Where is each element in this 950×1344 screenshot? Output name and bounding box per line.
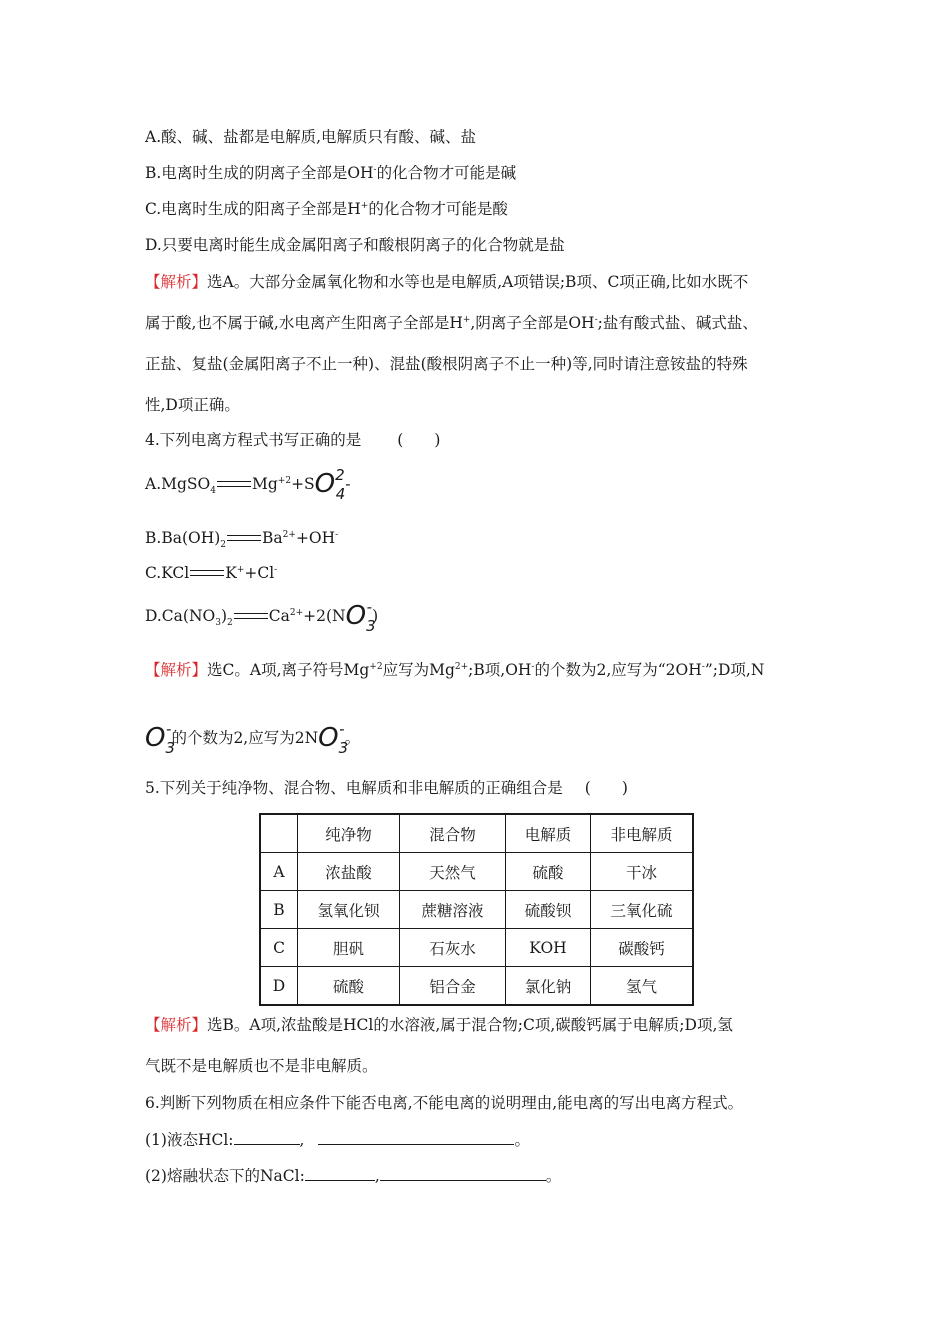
q6-stem: 6.判断下列物质在相应条件下能否电离,不能电离的说明理由,能电离的写出电离方程式。 bbox=[145, 1094, 744, 1112]
table-cell: B bbox=[260, 891, 298, 929]
table-cell: 浓盐酸 bbox=[298, 853, 400, 891]
table-cell: 硫酸 bbox=[298, 967, 400, 1006]
q3-option-a: A.酸、碱、盐都是电解质,电解质只有酸、碱、盐 bbox=[145, 128, 477, 146]
table-cell: 胆矾 bbox=[298, 929, 400, 967]
analysis-tag: 【解析】 bbox=[145, 273, 208, 291]
q4-option-d: $D.Ca(NO_3)_2$ $Ca^{2+}+2(NO3-)$ bbox=[145, 598, 379, 635]
q3-option-d: D.只要电离时能生成金属阳离子和酸根阴离子的化合物就是盐 bbox=[145, 236, 565, 254]
table-cell: 蔗糖溶液 bbox=[400, 891, 506, 929]
analysis-tag: 【解析】 bbox=[145, 1016, 208, 1034]
q6-item-2: (2)熔融状态下的NaCl: , 。 bbox=[145, 1167, 562, 1185]
table-header: 混合物 bbox=[400, 814, 506, 853]
table-cell bbox=[260, 814, 298, 853]
table-cell: 氯化钠 bbox=[506, 967, 591, 1006]
table-cell: 氢氧化钡 bbox=[298, 891, 400, 929]
q4-option-b: $B.Ba(OH)_2$ $Ba^{2+}+OH^-$ bbox=[145, 529, 339, 551]
table-cell: C bbox=[260, 929, 298, 967]
q3-analysis-line-3: 正盐、复盐(金属阳离子不止一种)、混盐(酸根阴离子不止一种)等,同时请注意铵盐的特殊 bbox=[145, 355, 748, 373]
table-cell: 干冰 bbox=[591, 853, 694, 891]
table-cell: 三氧化硫 bbox=[591, 891, 694, 929]
answer-paren: ( ) bbox=[397, 431, 441, 449]
table-cell: A bbox=[260, 853, 298, 891]
table-cell: D bbox=[260, 967, 298, 1006]
q4-option-a: A.MgSO$_4$ $Mg^{+2}+SO24-$ bbox=[145, 466, 351, 503]
q4-option-c: C.KCl K++Cl- bbox=[145, 564, 278, 582]
table-cell: 石灰水 bbox=[400, 929, 506, 967]
q3-option-b: B.电离时生成的阴离子全部是OH-的化合物才可能是碱 bbox=[145, 164, 517, 182]
q3-analysis-line-2: 属于酸,也不属于碱,水电离产生阳离子全部是H+,阴离子全部是OH-;盐有酸式盐、碱式盐、 bbox=[145, 314, 758, 332]
equals-sign bbox=[227, 535, 261, 541]
table-row bbox=[260, 853, 693, 891]
equals-sign bbox=[217, 481, 251, 487]
equals-sign bbox=[190, 570, 224, 576]
q6-item-1: (1)液态HCl: , 。 bbox=[145, 1131, 530, 1149]
q5-analysis-line-1: 【解析】选B。A项,浓盐酸是HCl的水溶液,属于混合物;C项,碳酸钙属于电解质;D项,氢 bbox=[145, 1016, 733, 1034]
answer-paren: ( ) bbox=[584, 779, 628, 797]
q4-stem: 4.下列电离方程式书写正确的是 ( ) bbox=[145, 431, 441, 449]
q5-stem: 5.下列关于纯净物、混合物、电解质和非电解质的正确组合是 ( ) bbox=[145, 779, 628, 797]
answer-blank[interactable] bbox=[380, 1166, 546, 1181]
table-row bbox=[260, 929, 693, 967]
table-cell: KOH bbox=[506, 929, 591, 967]
table-cell: 天然气 bbox=[400, 853, 506, 891]
answer-blank[interactable] bbox=[234, 1130, 300, 1145]
table-cell: 碳酸钙 bbox=[591, 929, 694, 967]
answer-blank[interactable] bbox=[305, 1166, 375, 1181]
answer-blank[interactable] bbox=[318, 1130, 514, 1145]
q4-analysis-line-1: 【解析】选C。A项,离子符号$Mg^{+2}$应写为$Mg^{2+};B$项,OH-的个数为2,应写为“2OH-”;D项,N bbox=[145, 661, 765, 679]
table-header: 非电解质 bbox=[591, 814, 694, 853]
q5-analysis-line-2: 气既不是电解质也不是非电解质。 bbox=[145, 1057, 378, 1075]
analysis-tag: 【解析】 bbox=[145, 661, 208, 679]
q3-option-c: C.电离时生成的阳离子全部是H+的化合物才可能是酸 bbox=[145, 200, 508, 218]
table-row bbox=[260, 967, 693, 1006]
table-cell: 氢气 bbox=[591, 967, 694, 1006]
table-cell: 铝合金 bbox=[400, 967, 506, 1006]
table-cell: 硫酸 bbox=[506, 853, 591, 891]
table-header: 纯净物 bbox=[298, 814, 400, 853]
table-header: 电解质 bbox=[506, 814, 591, 853]
table-row bbox=[260, 891, 693, 929]
q3-analysis-line-4: 性,D项正确。 bbox=[145, 396, 240, 414]
equals-sign bbox=[234, 613, 268, 619]
table-header-row bbox=[260, 814, 693, 853]
q3-analysis-line-1: 【解析】选A。大部分金属氧化物和水等也是电解质,A项错误;B项、C项正确,比如水既不 bbox=[145, 273, 749, 291]
q4-analysis-line-2: O3-的个数为2,应写为2NO3-。 bbox=[145, 720, 361, 757]
q5-table bbox=[259, 813, 694, 1006]
table-cell: 硫酸钡 bbox=[506, 891, 591, 929]
